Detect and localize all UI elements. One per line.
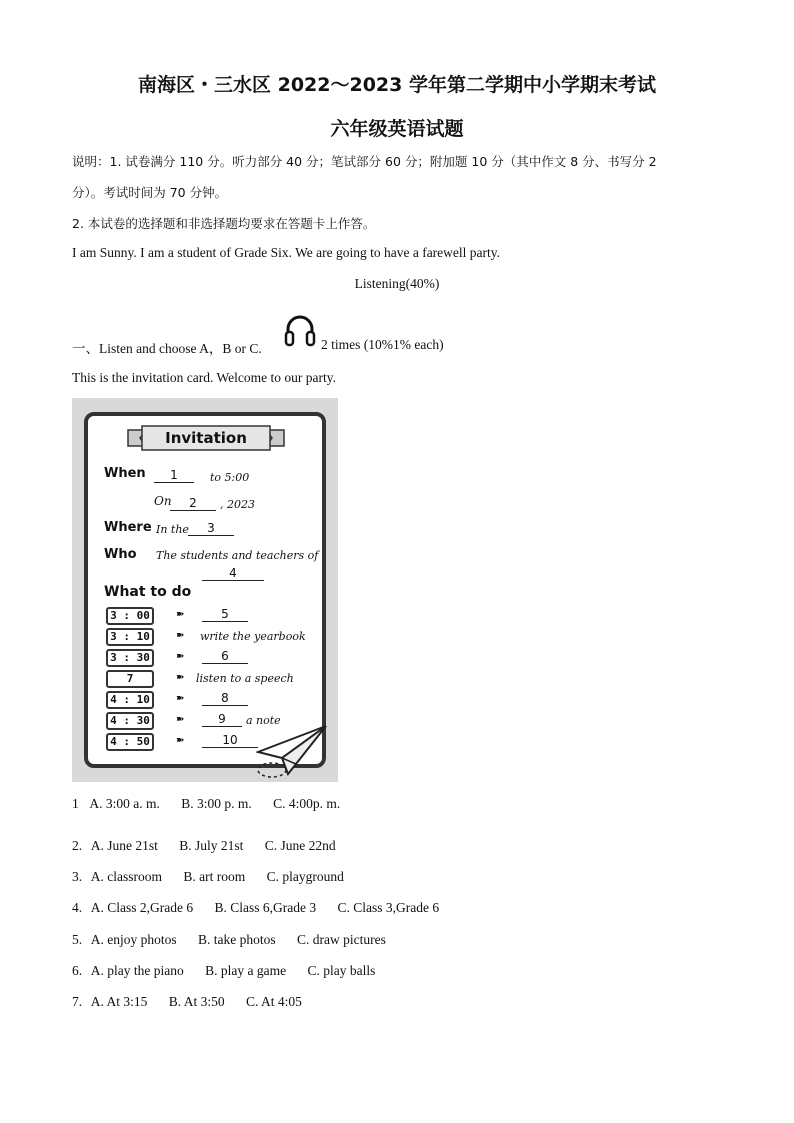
option-a[interactable]: A. classroom: [90, 869, 163, 884]
question-number: 2.: [72, 838, 83, 853]
blank-2: 2: [170, 496, 216, 511]
invitation-card-border: [84, 412, 326, 768]
exam-subtitle: 六年级英语试题: [330, 118, 464, 140]
question-2: [72, 838, 354, 854]
when-label: When: [104, 466, 146, 481]
who-label: Who: [104, 547, 137, 562]
option-c[interactable]: C. playground: [266, 869, 344, 884]
arrow-icon: ➽: [176, 735, 185, 746]
question-4: [72, 900, 457, 916]
option-a[interactable]: A. play the piano: [90, 963, 184, 978]
arrow-icon: ➽: [176, 609, 185, 620]
option-a[interactable]: A. enjoy photos: [90, 932, 177, 947]
schedule-blank: 5: [202, 607, 248, 622]
question-number: 7.: [72, 994, 83, 1009]
invitation-title: Invitation: [165, 429, 247, 447]
part1-lead: This is the invitation card. Welcome to our party.: [72, 370, 336, 385]
schedule-time: 3 : 30: [106, 649, 154, 667]
instruction-line-3: 2. 本试卷的选择题和非选择题均要求在答题卡上作答。: [72, 216, 376, 231]
year-text: , 2023: [220, 498, 255, 511]
instruction-line-1: 说明：1. 试卷满分 110 分。听力部分 40 分；笔试部分 60 分；附加题 10 分（其中作文 8 分、书写分 2: [72, 154, 657, 169]
question-number: 6.: [72, 963, 83, 978]
headphones-icon: [282, 312, 318, 348]
schedule-time: 4 : 30: [106, 712, 154, 730]
question-number: 4.: [72, 900, 83, 915]
question-number: 3.: [72, 869, 83, 884]
schedule-row: [106, 627, 316, 648]
schedule-blank: 10: [202, 733, 258, 748]
option-b[interactable]: B. Class 6,Grade 3: [214, 900, 317, 915]
schedule-blank: 8: [202, 691, 248, 706]
invitation-card: [72, 398, 338, 782]
who-text: The students and teachers of: [156, 549, 319, 562]
option-b[interactable]: B. play a game: [205, 963, 287, 978]
schedule-time: 3 : 10: [106, 628, 154, 646]
arrow-icon: ➽: [176, 672, 185, 683]
schedule-activity: a note: [246, 714, 281, 727]
schedule-time: 4 : 10: [106, 691, 154, 709]
intro-text: I am Sunny. I am a student of Grade Six. We are going to have a farewell party.: [72, 245, 501, 260]
schedule-time: 3 : 00: [106, 607, 154, 625]
option-a[interactable]: A. June 21st: [90, 838, 158, 853]
option-b[interactable]: B. 3:00 p. m.: [181, 796, 252, 811]
schedule-blank: 9: [202, 712, 242, 727]
schedule-activity: listen to a speech: [196, 672, 294, 685]
question-3: [72, 869, 362, 885]
schedule-time: 4 : 50: [106, 733, 154, 751]
schedule-row: [106, 648, 316, 669]
schedule-row: [106, 669, 316, 690]
schedule-time: 7: [106, 670, 154, 688]
instruction-line-2: 分）。考试时间为 70 分钟。: [72, 185, 228, 200]
option-b[interactable]: B. At 3:50: [168, 994, 225, 1009]
blank-3: 3: [188, 521, 234, 536]
arrow-icon: ➽: [176, 651, 185, 662]
schedule-row: [106, 606, 316, 627]
option-c[interactable]: C. June 22nd: [264, 838, 336, 853]
part1-times: 2 times (10%1% each): [321, 337, 444, 352]
arrow-icon: ➽: [176, 693, 185, 704]
arrow-icon: ➽: [176, 630, 185, 641]
schedule-activity: write the yearbook: [200, 630, 306, 643]
exam-title: 南海区・三水区 2022～2023 学年第二学期中小学期末考试: [138, 74, 656, 96]
blank-4: 4: [202, 566, 264, 581]
option-b[interactable]: B. July 21st: [179, 838, 244, 853]
schedule-blank: 6: [202, 649, 248, 664]
option-c[interactable]: C. draw pictures: [297, 932, 386, 947]
option-a[interactable]: A. At 3:15: [90, 994, 148, 1009]
where-label: Where: [104, 520, 152, 535]
schedule-row: [106, 690, 316, 711]
question-number: 1: [72, 796, 79, 811]
question-7: [72, 994, 320, 1010]
option-c[interactable]: C. play balls: [307, 963, 376, 978]
part1-heading: [72, 337, 262, 357]
option-c[interactable]: C. At 4:05: [246, 994, 302, 1009]
question-number: 5.: [72, 932, 83, 947]
blank-1: 1: [154, 468, 194, 483]
option-c[interactable]: C. Class 3,Grade 6: [337, 900, 440, 915]
question-6: [72, 963, 393, 979]
option-b[interactable]: B. art room: [183, 869, 246, 884]
option-c[interactable]: C. 4:00p. m.: [273, 796, 341, 811]
option-b[interactable]: B. take photos: [198, 932, 276, 947]
section-title: Listening(40%): [354, 276, 440, 291]
option-a[interactable]: A. 3:00 a. m.: [89, 796, 160, 811]
part1-heading-text: 一、Listen and choose A，B or C.: [72, 341, 262, 356]
what-to-do-label: What to do: [104, 584, 192, 600]
option-a[interactable]: A. Class 2,Grade 6: [90, 900, 194, 915]
arrow-icon: ➽: [176, 714, 185, 725]
question-1: [72, 796, 358, 812]
to-time: to 5:00: [210, 471, 250, 484]
on-label: On: [154, 494, 172, 508]
ribbon-banner: [126, 424, 286, 454]
in-the-text: In the: [156, 523, 189, 536]
question-5: [72, 932, 404, 948]
paper-plane-icon: [256, 724, 328, 780]
